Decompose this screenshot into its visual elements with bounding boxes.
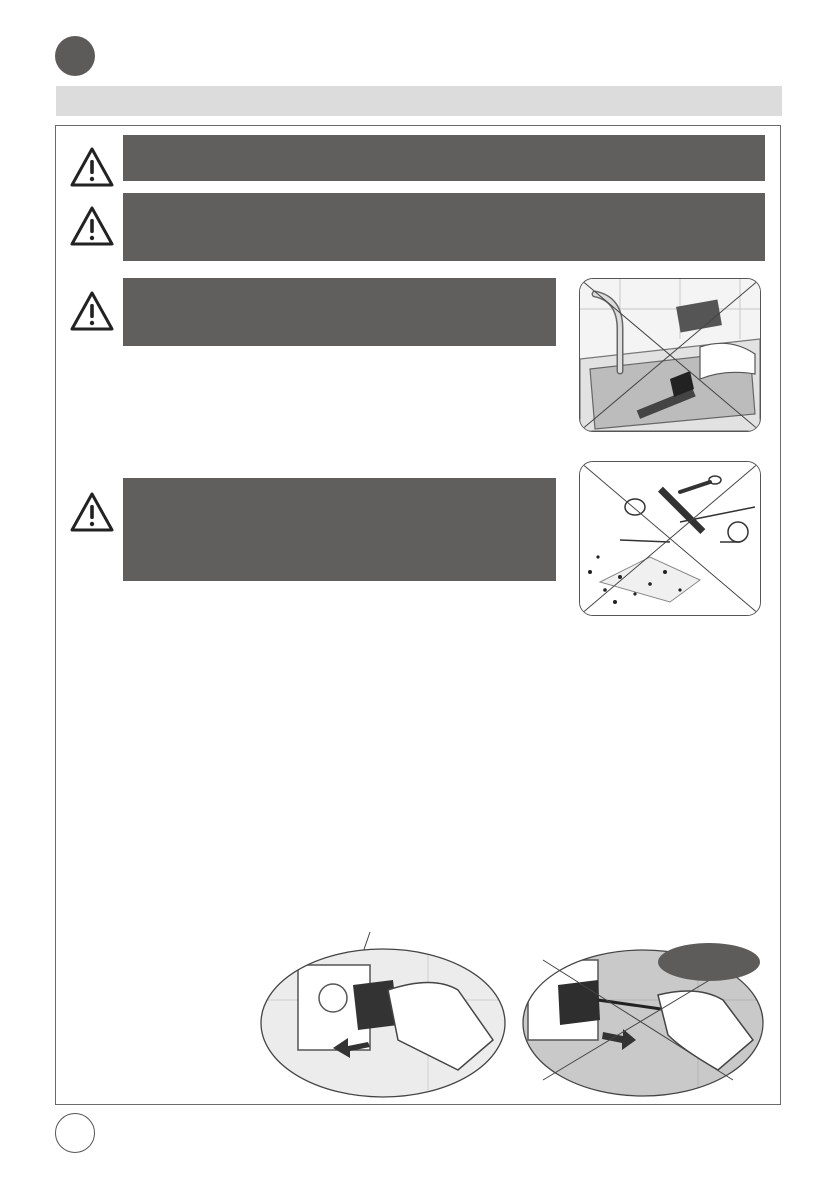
section-marker — [55, 36, 95, 76]
warning-triangle-icon — [69, 290, 115, 332]
page-number-marker — [55, 1113, 95, 1153]
warning-triangle-icon — [69, 205, 115, 247]
prohibited-badge — [658, 943, 760, 981]
debris-drawing — [580, 462, 760, 615]
warning-triangle-icon — [69, 491, 115, 533]
warning-bar-4 — [123, 478, 556, 581]
warning-triangle-icon — [69, 146, 115, 188]
debris-illustration — [579, 461, 761, 616]
warning-bar-2 — [123, 193, 765, 261]
warning-bar-3 — [123, 278, 556, 346]
warning-bar-1 — [123, 135, 765, 181]
sink-wash-illustration — [579, 278, 761, 432]
sink-wash-drawing — [580, 279, 760, 431]
section-header-bar — [56, 86, 782, 116]
unplug-by-plug-illustration — [258, 930, 508, 1100]
